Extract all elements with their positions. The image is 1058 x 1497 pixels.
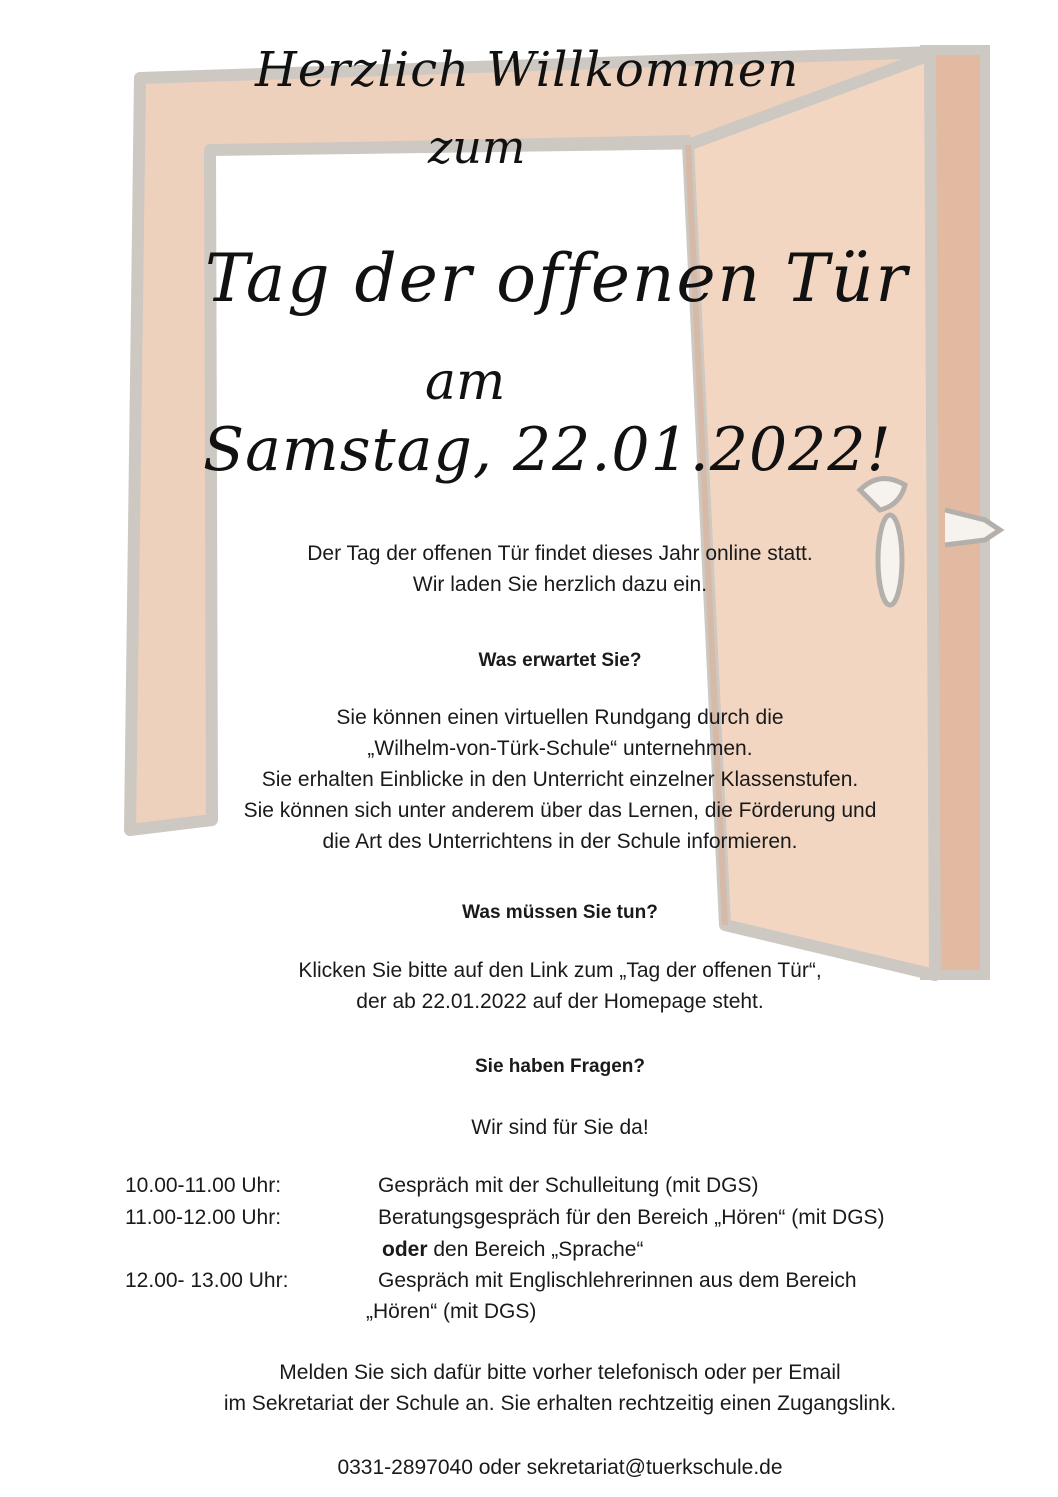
schedule-time: 12.00- 13.00 Uhr: xyxy=(125,1269,289,1292)
continued-text: den Bereich „Sprache“ xyxy=(427,1238,644,1261)
section-heading-tun: Was müssen Sie tun? xyxy=(462,902,658,923)
intro-text xyxy=(120,538,1000,600)
schedule-description-continued xyxy=(382,1234,643,1265)
intro-line: Wir laden Sie herzlich dazu ein. xyxy=(412,573,708,596)
section-subline-fragen: Wir sind für Sie da! xyxy=(471,1116,649,1139)
text-line: die Art des Unterrichtens in der Schule informieren. xyxy=(322,830,798,853)
schedule-description-continued: „Hören“ (mit DGS) xyxy=(366,1300,537,1323)
text-line: Klicken Sie bitte auf den Link zum „Tag der offenen Tür“, xyxy=(298,959,822,982)
welcome-heading: Herzlich Willkommen xyxy=(255,42,800,98)
registration-note xyxy=(120,1357,1000,1419)
section-heading-fragen: Sie haben Fragen? xyxy=(475,1056,645,1077)
welcome-zum: zum xyxy=(428,120,526,174)
section-text-tun xyxy=(120,955,1000,1017)
schedule-description: Gespräch mit Englischlehrerinnen aus dem Bereich xyxy=(378,1269,857,1292)
section-text-erwartet xyxy=(120,702,1000,857)
text-line: der ab 22.01.2022 auf der Homepage steht. xyxy=(356,990,764,1013)
welcome-am: am xyxy=(425,352,506,412)
section-heading-erwartet: Was erwartet Sie? xyxy=(478,650,642,671)
schedule-time: 11.00-12.00 Uhr: xyxy=(125,1206,282,1229)
schedule-description: Beratungsgespräch für den Bereich „Hören“ (mit DGS) xyxy=(378,1206,885,1229)
text-line: Sie können sich unter anderem über das Lernen, die Förderung und xyxy=(243,799,877,822)
event-title: Tag der offenen Tür xyxy=(205,240,910,317)
schedule-description: Gespräch mit der Schulleitung (mit DGS) xyxy=(378,1174,759,1197)
text-line: Sie erhalten Einblicke in den Unterricht einzelner Klassenstufen. xyxy=(261,768,859,791)
event-date: Samstag, 22.01.2022! xyxy=(203,415,892,485)
emphasis-oder: oder xyxy=(382,1238,428,1261)
text-line: Melden Sie sich dafür bitte vorher telefonisch oder per Email xyxy=(279,1361,841,1384)
text-line: im Sekretariat der Schule an. Sie erhalten rechtzeitig einen Zugangslink. xyxy=(223,1392,897,1415)
schedule-time: 10.00-11.00 Uhr: xyxy=(125,1174,282,1197)
contact-info: 0331-2897040 oder sekretariat@tuerkschule.de xyxy=(337,1456,783,1479)
text-line: „Wilhelm-von-Türk-Schule“ unternehmen. xyxy=(367,737,753,760)
intro-line: Der Tag der offenen Tür findet dieses Jahr online statt. xyxy=(307,542,813,565)
text-line: Sie können einen virtuellen Rundgang durch die xyxy=(336,706,784,729)
